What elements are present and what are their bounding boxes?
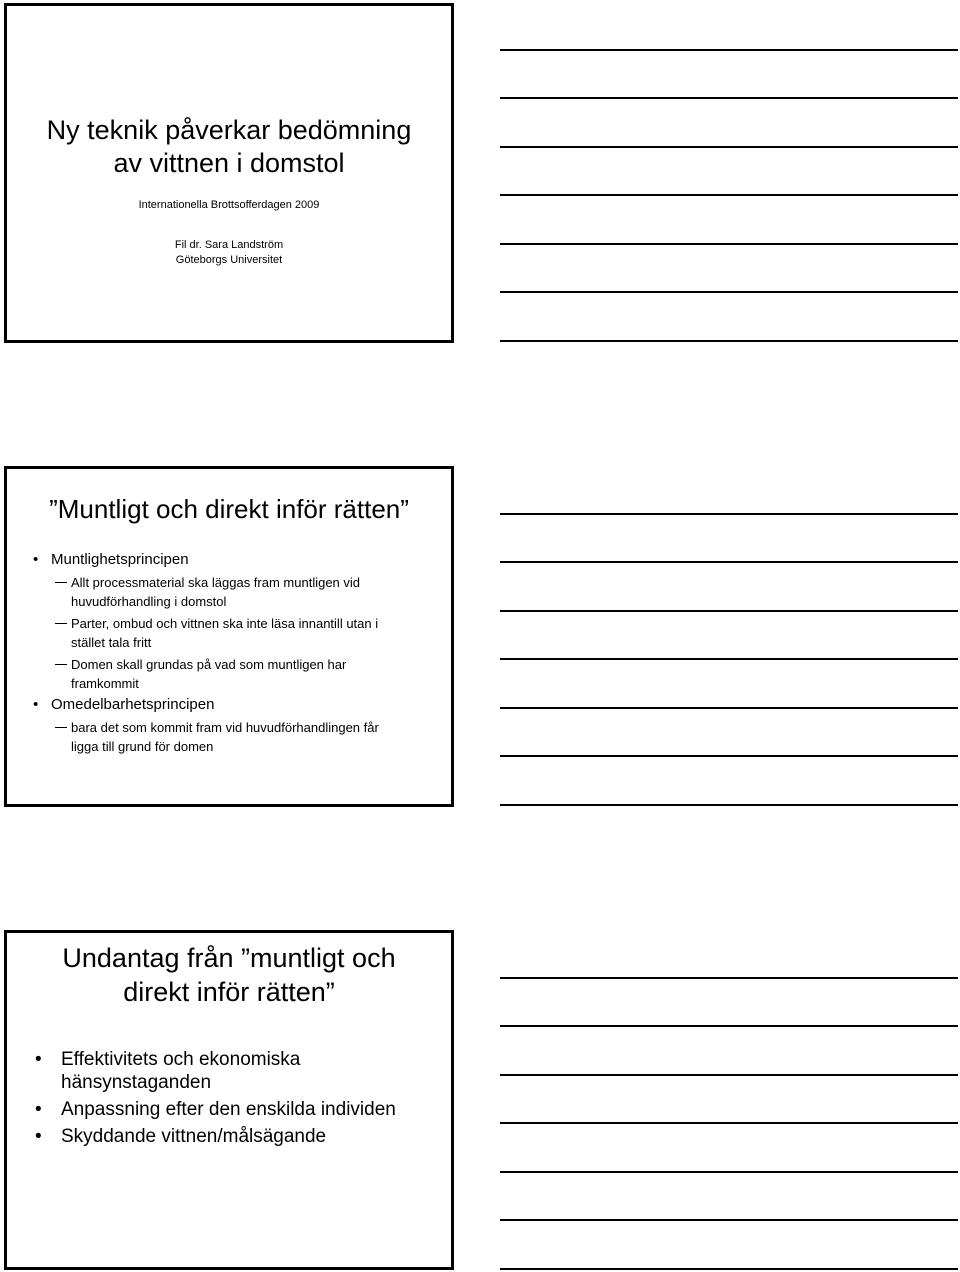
note-line — [500, 658, 958, 660]
sub-bullet-line: framkommit — [71, 676, 139, 691]
note-line — [500, 194, 958, 196]
note-line — [500, 804, 958, 806]
note-line — [500, 513, 958, 515]
bullet-omedelbarhetsprincipen: • Omedelbarhetsprincipen — [31, 696, 441, 714]
note-line — [500, 291, 958, 293]
list-item — [33, 1125, 443, 1148]
note-line — [500, 97, 958, 99]
note-line — [500, 1268, 958, 1270]
slide-3-title-line-1: Undantag från ”muntligt och — [62, 943, 396, 973]
slide-1-author: Fil dr. Sara Landström — [174, 239, 284, 251]
slide-3-title — [7, 941, 451, 1009]
slide-1-title — [7, 114, 451, 180]
sub-bullet-line: Domen skall grundas på vad som muntligen har — [71, 657, 347, 672]
note-line — [500, 1122, 958, 1124]
slide-3 — [4, 930, 454, 1270]
note-line — [500, 1171, 958, 1173]
slide-2-title: ”Muntligt och direkt inför rätten” — [49, 494, 409, 524]
list-item-line: • Anpassning efter den enskilda individen — [61, 1099, 396, 1120]
slide-1-event: Internationella Brottsofferdagen 2009 — [138, 199, 320, 211]
sub-bullet-line: stället tala fritt — [71, 635, 152, 650]
list-item — [33, 1048, 443, 1094]
sub-bullet-line: huvudförhandling i domstol — [71, 594, 227, 609]
note-line — [500, 49, 958, 51]
list-item-line: • Effektivitets och ekonomiska — [61, 1049, 301, 1070]
slide-1-university: Göteborgs Universitet — [175, 254, 283, 266]
slide-3-body — [33, 1048, 443, 1152]
note-line — [500, 243, 958, 245]
list-item-line: • Skyddande vittnen/målsägande — [61, 1126, 327, 1147]
sub-bullet — [31, 718, 441, 756]
note-line — [500, 340, 958, 342]
slide-1 — [4, 3, 454, 343]
note-line — [500, 1074, 958, 1076]
note-line — [500, 707, 958, 709]
slide-3-title-line-2: direkt inför rätten” — [123, 977, 335, 1007]
note-line — [500, 1025, 958, 1027]
note-line — [500, 561, 958, 563]
sub-bullet — [31, 655, 441, 693]
note-line — [500, 755, 958, 757]
slide-2 — [4, 466, 454, 807]
sub-bullet-line: ligga till grund för domen — [71, 739, 214, 754]
sub-bullet — [31, 573, 441, 611]
list-item-line: hänsynstaganden — [61, 1072, 212, 1093]
note-line — [500, 977, 958, 979]
sub-bullet — [31, 614, 441, 652]
slide-1-title-line-1: Ny teknik påverkar bedömning — [46, 115, 412, 145]
bullet-muntlighetsprincipen: • Muntlighetsprincipen — [31, 551, 441, 569]
slide-1-title-line-2: av vittnen i domstol — [113, 148, 345, 178]
sub-bullet-line: Allt processmaterial ska läggas fram muntligen vid — [71, 575, 361, 590]
note-line — [500, 146, 958, 148]
sub-bullet-line: bara det som kommit fram vid huvudförhandlingen får — [71, 720, 379, 735]
sub-bullet-line: Parter, ombud och vittnen ska inte läsa innantill utan i — [71, 616, 379, 631]
slide-2-body — [31, 551, 441, 759]
note-line — [500, 1219, 958, 1221]
note-line — [500, 610, 958, 612]
list-item — [33, 1098, 443, 1121]
